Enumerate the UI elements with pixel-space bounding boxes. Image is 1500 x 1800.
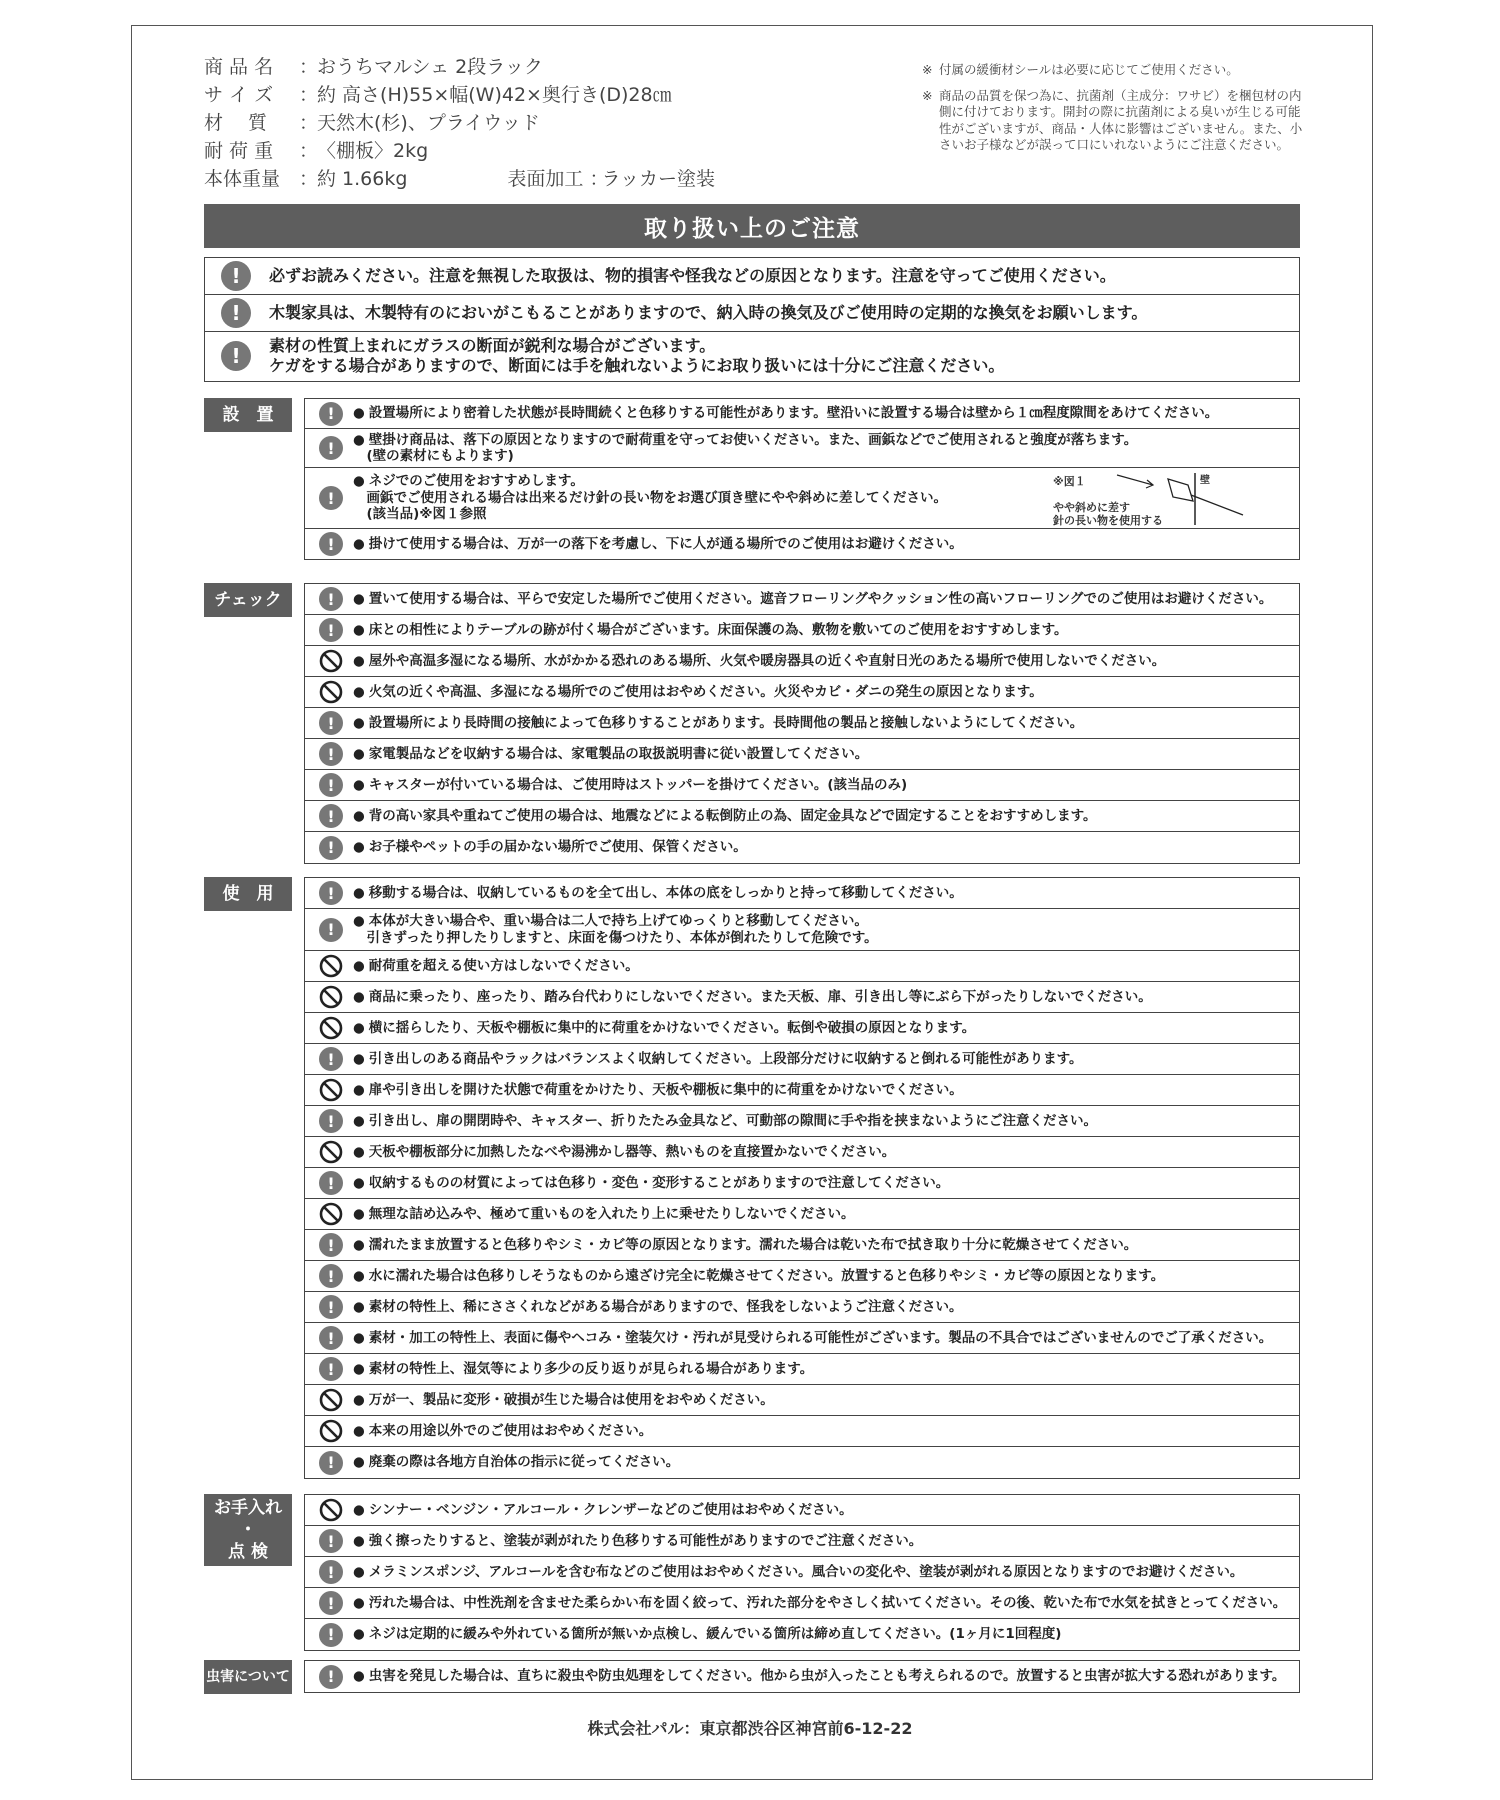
bullet-mark: ● bbox=[353, 1112, 365, 1129]
spec-value: ラッカー塗装 bbox=[601, 168, 716, 190]
exclamation-icon: ! bbox=[319, 773, 343, 797]
exclamation-icon: ! bbox=[319, 1451, 343, 1475]
caution-row bbox=[305, 878, 1299, 909]
caution-row bbox=[305, 1230, 1299, 1261]
prohibited-icon bbox=[319, 1078, 343, 1102]
bullet-mark: ● bbox=[353, 913, 365, 929]
bullet-mark: ● bbox=[353, 1174, 365, 1191]
caution-text: ● お子様やペットの手の届かない場所でご使用、保管ください。 bbox=[353, 839, 747, 856]
warning-text: 木製家具は、木製特有のにおいがこもることがありますので、納入時の換気及びご使用時の定期的な換気をお願いします。 bbox=[269, 303, 1148, 322]
caution-text: ● 素材の特性上、稀にささくれなどがある場合がありますので、怪我をしないようご注意ください。 bbox=[353, 1298, 963, 1315]
section-installation-table bbox=[304, 398, 1300, 560]
exclamation-icon: ! bbox=[319, 1357, 343, 1381]
exclamation-icon: ! bbox=[319, 436, 343, 460]
exclamation-icon: ! bbox=[221, 341, 251, 371]
caution-row bbox=[305, 584, 1299, 615]
bullet-mark: ● bbox=[353, 1626, 365, 1643]
exclamation-icon: ! bbox=[319, 1171, 343, 1195]
caution-text: ● 濡れたまま放置すると色移りやシミ・カビ等の原因となります。濡れた場合は乾いた布で拭き取り十分に乾燥させてください。 bbox=[353, 1236, 1138, 1253]
caution-text: ● 万が一、製品に変形・破損が生じた場合は使用をおやめください。 bbox=[353, 1391, 774, 1408]
section-usage-table bbox=[304, 877, 1300, 1479]
spec-row-material: 材 質 ： 天然木(杉)、プライウッド bbox=[204, 109, 715, 137]
notes bbox=[922, 62, 1307, 163]
caution-row bbox=[305, 1661, 1299, 1692]
caution-row bbox=[305, 646, 1299, 677]
exclamation-icon: ! bbox=[319, 1591, 343, 1615]
bullet-mark: ● bbox=[353, 884, 365, 901]
prohibited-icon bbox=[319, 1498, 343, 1522]
caution-row bbox=[305, 951, 1299, 982]
caution-row bbox=[305, 1416, 1299, 1447]
caution-text: ● 置いて使用する場合は、平らで安定した場所でご使用ください。遮音フローリングやクッション性の高いフローリングでのご使用はお避けください。 bbox=[353, 590, 1273, 607]
caution-row bbox=[305, 739, 1299, 770]
caution-text: ● 虫害を発見した場合は、直ちに殺虫や防虫処理をしてください。他から虫が入ったことも考えられるので。放置すると虫害が拡大する恐れがあります。 bbox=[353, 1668, 1286, 1685]
exclamation-icon: ! bbox=[319, 532, 343, 556]
section-care-table bbox=[304, 1494, 1300, 1651]
prohibited-icon bbox=[319, 954, 343, 978]
section-pests-label: 虫害について bbox=[204, 1660, 292, 1694]
caution-row bbox=[305, 1261, 1299, 1292]
spec-value: 約 高さ(H)55×幅(W)42×奥行き(D)28㎝ bbox=[317, 84, 672, 106]
section-care-label: お手入れ ・ 点 検 bbox=[204, 1494, 292, 1566]
bullet-mark: ● bbox=[353, 745, 365, 762]
spec-row-weight: 本体重量 ： 約 1.66kg 表面加工 ： ラッカー塗装 bbox=[204, 165, 715, 193]
caution-text: ● ネジでのご使用をおすすめします。 画鋲でご使用される場合は出来るだけ針の長い物をお選び頂き壁にやや斜めに差してください。 (該当品)※図１参照 bbox=[353, 473, 947, 523]
caution-row bbox=[305, 677, 1299, 708]
caution-text: ● 引き出しのある商品やラックはバランスよく収納してください。上段部分だけに収納すると倒れる可能性があります。 bbox=[353, 1050, 1083, 1067]
bullet-mark: ● bbox=[353, 1143, 365, 1160]
bullet-mark: ● bbox=[353, 405, 365, 422]
caution-text: ● 耐荷重を超える使い方はしないでください。 bbox=[353, 957, 639, 974]
exclamation-icon: ! bbox=[319, 836, 343, 860]
exclamation-icon: ! bbox=[319, 1326, 343, 1350]
prohibited-icon bbox=[319, 985, 343, 1009]
bullet-mark: ● bbox=[353, 714, 365, 731]
spec-row-name: 商 品 名 ： おうちマルシェ 2段ラック bbox=[204, 53, 715, 81]
caution-row bbox=[305, 770, 1299, 801]
spec-key: 材 質 bbox=[204, 112, 268, 134]
exclamation-icon: ! bbox=[319, 1233, 343, 1257]
caution-row bbox=[305, 1323, 1299, 1354]
prohibited-icon bbox=[319, 1419, 343, 1443]
caution-row bbox=[305, 399, 1299, 429]
caution-text: ● 火気の近くや高温、多湿になる場所でのご使用はおやめください。火災やカビ・ダニの発生の原因となります。 bbox=[353, 683, 1043, 700]
bullet-mark: ● bbox=[353, 1563, 365, 1580]
caution-text: ● 扉や引き出しを開けた状態で荷重をかけたり、天板や棚板に集中的に荷重をかけないでください。 bbox=[353, 1081, 963, 1098]
caution-row bbox=[305, 1354, 1299, 1385]
caution-row bbox=[305, 1137, 1299, 1168]
caution-text: ● 収納するものの材質によっては色移り・変色・変形することがありますので注意してください。 bbox=[353, 1174, 950, 1191]
bullet-mark: ● bbox=[353, 1360, 365, 1377]
caution-row bbox=[305, 615, 1299, 646]
exclamation-icon: ! bbox=[319, 881, 343, 905]
exclamation-icon: ! bbox=[319, 711, 343, 735]
caution-row bbox=[305, 1619, 1299, 1650]
bullet-mark: ● bbox=[353, 1019, 365, 1036]
caution-row bbox=[305, 1168, 1299, 1199]
bullet-mark: ● bbox=[353, 839, 365, 856]
exclamation-icon: ! bbox=[319, 1623, 343, 1647]
caution-row bbox=[305, 1292, 1299, 1323]
caution-row bbox=[305, 1106, 1299, 1137]
bullet-mark: ● bbox=[353, 1236, 365, 1253]
caution-row bbox=[305, 1199, 1299, 1230]
pushpin-icon bbox=[1113, 471, 1253, 525]
bullet-mark: ● bbox=[353, 1081, 365, 1098]
section-installation-label: 設 置 bbox=[204, 398, 292, 432]
caution-text: ● 移動する場合は、収納しているものを全て出し、本体の底をしっかりと持って移動してください。 bbox=[353, 884, 963, 901]
bullet-mark: ● bbox=[353, 1454, 365, 1471]
caution-text: ● 横に揺らしたり、天板や棚板に集中的に荷重をかけないでください。転倒や破損の原因となります。 bbox=[353, 1019, 976, 1036]
spec-key: 表面加工 bbox=[507, 168, 584, 190]
note-item bbox=[922, 88, 1307, 154]
note-mark: ※ bbox=[922, 62, 933, 77]
bullet-mark: ● bbox=[353, 621, 365, 638]
caution-text: ● 素材・加工の特性上、表面に傷やヘコみ・塗装欠け・汚れが見受けられる可能性がございます。製品の不具合ではございませんのでご了承ください。 bbox=[353, 1329, 1273, 1346]
bullet-mark: ● bbox=[353, 535, 365, 552]
exclamation-icon: ! bbox=[221, 298, 251, 328]
top-warning bbox=[205, 295, 1299, 332]
caution-text: ● 本体が大きい場合や、重い場合は二人で持ち上げてゆっくりと移動してください。 引きずったり押したりしますと、床面を傷つけたり、本体が倒れたりして危険です。 bbox=[353, 913, 878, 946]
bullet-mark: ● bbox=[353, 988, 365, 1005]
bullet-mark: ● bbox=[353, 776, 365, 793]
bullet-mark: ● bbox=[353, 1422, 365, 1439]
page-title: 取り扱い上のご注意 bbox=[204, 204, 1300, 248]
caution-text: ● 家電製品などを収納する場合は、家電製品の取扱説明書に従い設置してください。 bbox=[353, 745, 869, 762]
bullet-mark: ● bbox=[353, 652, 365, 669]
prohibited-icon bbox=[319, 1140, 343, 1164]
exclamation-icon: ! bbox=[319, 1529, 343, 1553]
bullet-mark: ● bbox=[353, 1668, 365, 1685]
bullet-mark: ● bbox=[353, 1329, 365, 1346]
bullet-mark: ● bbox=[353, 590, 365, 607]
prohibited-icon bbox=[319, 1016, 343, 1040]
prohibited-icon bbox=[319, 1388, 343, 1412]
caution-text: ● 素材の特性上、湿気等により多少の反り返りが見られる場合があります。 bbox=[353, 1360, 814, 1377]
product-spec bbox=[204, 53, 715, 193]
exclamation-icon: ! bbox=[319, 618, 343, 642]
caution-text: ● キャスターが付いている場合は、ご使用時はストッパーを掛けてください。(該当品のみ) bbox=[353, 776, 908, 793]
spec-value: 約 1.66kg bbox=[317, 168, 408, 190]
wall-label: 壁 bbox=[1200, 475, 1210, 486]
spec-value: 〈棚板〉2kg bbox=[317, 140, 429, 162]
caution-row bbox=[305, 909, 1299, 951]
caution-row bbox=[305, 832, 1299, 863]
caution-text: ● メラミンスポンジ、アルコールを含む布などのご使用はおやめください。風合いの変化や、塗装が剥がれる原因となりますのでお避けください。 bbox=[353, 1563, 1244, 1580]
pushpin-figure bbox=[1053, 471, 1253, 525]
top-warnings bbox=[204, 257, 1300, 382]
exclamation-icon: ! bbox=[319, 1560, 343, 1584]
caution-text: ● 設置場所により長時間の接触によって色移りすることがあります。長時間他の製品と接触しないようにしてください。 bbox=[353, 714, 1084, 731]
spec-key: サ イ ズ bbox=[204, 84, 274, 106]
note-text: 商品の品質を保つ為に、抗菌剤（主成分：ワサビ）を梱包材の内側に付けております。開封の際に抗菌剤による臭いが生じる可能性がございますが、商品・人体に影響はございません。また、小さいお子様などが誤って口にいれないようにご注意ください。 bbox=[939, 87, 1303, 152]
caution-text: ● シンナー・ベンジン・アルコール・クレンザーなどのご使用はおやめください。 bbox=[353, 1501, 853, 1518]
caution-text: ● 床との相性によりテーブルの跡が付く場合がございます。床面保護の為、敷物を敷いてのご使用をおすすめします。 bbox=[353, 621, 1068, 638]
bullet-mark: ● bbox=[353, 1205, 365, 1222]
caution-row bbox=[305, 1075, 1299, 1106]
caution-row bbox=[305, 529, 1299, 559]
bullet-mark: ● bbox=[353, 807, 365, 824]
bullet-mark: ● bbox=[353, 1267, 365, 1284]
caution-row bbox=[305, 1495, 1299, 1526]
warning-text: 素材の性質上まれにガラスの断面が鋭利な場合がございます。 ケガをする場合がありますので、断面には手を触れないようにお取り扱いには十分にご注意ください。 bbox=[269, 336, 1005, 375]
caution-text: ● 水に濡れた場合は色移りしそうなものから遠ざけ完全に乾燥させてください。放置すると色移りやシミ・カビ等の原因となります。 bbox=[353, 1267, 1165, 1284]
exclamation-icon: ! bbox=[319, 1295, 343, 1319]
caution-row bbox=[305, 1526, 1299, 1557]
prohibited-icon bbox=[319, 680, 343, 704]
caution-text: ● 背の高い家具や重ねてご使用の場合は、地震などによる転倒防止の為、固定金具などで固定することをおすすめします。 bbox=[353, 807, 1097, 824]
caution-row bbox=[305, 1588, 1299, 1619]
section-check-label: チェック bbox=[204, 583, 292, 617]
exclamation-icon: ! bbox=[319, 1109, 343, 1133]
exclamation-icon: ! bbox=[319, 587, 343, 611]
exclamation-icon: ! bbox=[319, 804, 343, 828]
caution-row bbox=[305, 1044, 1299, 1075]
caution-text: ● 設置場所により密着した状態が長時間続くと色移りする可能性があります。壁沿いに設置する場合は壁から１㎝程度隙間をあけてください。 bbox=[353, 405, 1219, 422]
caution-text: ● 無理な詰め込みや、極めて重いものを入れたり上に乗せたりしないでください。 bbox=[353, 1205, 855, 1222]
exclamation-icon: ! bbox=[319, 486, 343, 510]
caution-row bbox=[305, 429, 1299, 468]
caution-text: ● 引き出し、扉の開閉時や、キャスター、折りたたみ金具など、可動部の隙間に手や指を挟まないようにご注意ください。 bbox=[353, 1112, 1097, 1129]
caution-text: ● 本来の用途以外でのご使用はおやめください。 bbox=[353, 1422, 653, 1439]
company-footer: 株式会社パル：東京都渋谷区神宮前6-12-22 bbox=[587, 1719, 913, 1738]
prohibited-icon bbox=[319, 649, 343, 673]
exclamation-icon: ! bbox=[319, 1047, 343, 1071]
prohibited-icon bbox=[319, 1202, 343, 1226]
caution-text: ● 汚れた場合は、中性洗剤を含ませた柔らかい布を固く絞って、汚れた部分をやさしく拭いてください。その後、乾いた布で水気を拭きとってください。 bbox=[353, 1594, 1287, 1611]
bullet-mark: ● bbox=[353, 957, 365, 974]
section-usage-label: 使 用 bbox=[204, 877, 292, 911]
spec-row-load: 耐 荷 重 ： 〈棚板〉2kg bbox=[204, 137, 715, 165]
caution-row bbox=[305, 468, 1299, 529]
caution-text: ● 強く擦ったりすると、塗装が剥がれたり色移りする可能性がありますのでご注意ください。 bbox=[353, 1532, 923, 1549]
spec-row-size: サ イ ズ ： 約 高さ(H)55×幅(W)42×奥行き(D)28㎝ bbox=[204, 81, 715, 109]
section-check-table bbox=[304, 583, 1300, 864]
caution-text: ● 掛けて使用する場合は、万が一の落下を考慮し、下に人が通る場所でのご使用はお避けください。 bbox=[353, 535, 963, 552]
exclamation-icon: ! bbox=[221, 261, 251, 291]
caution-row bbox=[305, 1385, 1299, 1416]
caution-row bbox=[305, 801, 1299, 832]
bullet-mark: ● bbox=[353, 1594, 365, 1611]
caution-text: ● 商品に乗ったり、座ったり、踏み台代わりにしないでください。また天板、扉、引き出し等にぶら下がったりしないでください。 bbox=[353, 988, 1152, 1005]
caution-text: ● ネジは定期的に緩みや外れている箇所が無いか点検し、緩んでいる箇所は締め直してください。(1ヶ月に1回程度) bbox=[353, 1626, 1062, 1643]
caution-text: ● 廃棄の際は各地方自治体の指示に従ってください。 bbox=[353, 1454, 680, 1471]
caution-text: ● 屋外や高温多湿になる場所、水がかかる恐れのある場所、火気や暖房器具の近くや直射日光のあたる場所で使用しないでください。 bbox=[353, 652, 1166, 669]
warning-text: 必ずお読みください。注意を無視した取扱は、物的損害や怪我などの原因となります。注意を守ってご使用ください。 bbox=[269, 266, 1116, 285]
bullet-mark: ● bbox=[353, 1501, 365, 1518]
caution-row bbox=[305, 1013, 1299, 1044]
caution-row bbox=[305, 1447, 1299, 1478]
spec-key: 本体重量 bbox=[204, 168, 281, 190]
bullet-mark: ● bbox=[353, 1391, 365, 1408]
exclamation-icon: ! bbox=[319, 742, 343, 766]
bullet-mark: ● bbox=[353, 1050, 365, 1067]
caution-row bbox=[305, 1557, 1299, 1588]
top-warning bbox=[205, 332, 1299, 380]
spec-value: 天然木(杉)、プライウッド bbox=[317, 112, 540, 134]
bullet-mark: ● bbox=[353, 1298, 365, 1315]
spec-key: 商 品 名 bbox=[204, 56, 274, 78]
bullet-mark: ● bbox=[353, 431, 365, 448]
spec-value: おうちマルシェ 2段ラック bbox=[317, 56, 543, 78]
note-mark: ※ bbox=[922, 87, 933, 103]
top-warning bbox=[205, 258, 1299, 295]
caution-row bbox=[305, 708, 1299, 739]
caution-text: ● 天板や棚板部分に加熱したなべや湯沸かし器等、熱いものを直接置かないでください。 bbox=[353, 1143, 896, 1160]
exclamation-icon: ! bbox=[319, 1665, 343, 1689]
caution-row bbox=[305, 982, 1299, 1013]
exclamation-icon: ! bbox=[319, 402, 343, 426]
note-item bbox=[922, 62, 1307, 79]
caution-text: ● 壁掛け商品は、落下の原因となりますので耐荷重を守ってお使いください。また、画鋲などでご使用されると強度が落ちます。 (壁の素材にもよります) bbox=[353, 431, 1138, 464]
bullet-mark: ● bbox=[353, 1532, 365, 1549]
bullet-mark: ● bbox=[353, 683, 365, 700]
exclamation-icon: ! bbox=[319, 1264, 343, 1288]
bullet-mark: ● bbox=[353, 473, 365, 490]
note-text: 付属の緩衝材シールは必要に応じてご使用ください。 bbox=[939, 62, 1239, 77]
exclamation-icon: ! bbox=[319, 918, 343, 942]
section-pests-table bbox=[304, 1660, 1300, 1693]
figure-caption: やや斜めに差す 針の長い物を使用する bbox=[1053, 501, 1163, 527]
figure-label: ※図１ bbox=[1053, 475, 1086, 488]
spec-key: 耐 荷 重 bbox=[204, 140, 274, 162]
